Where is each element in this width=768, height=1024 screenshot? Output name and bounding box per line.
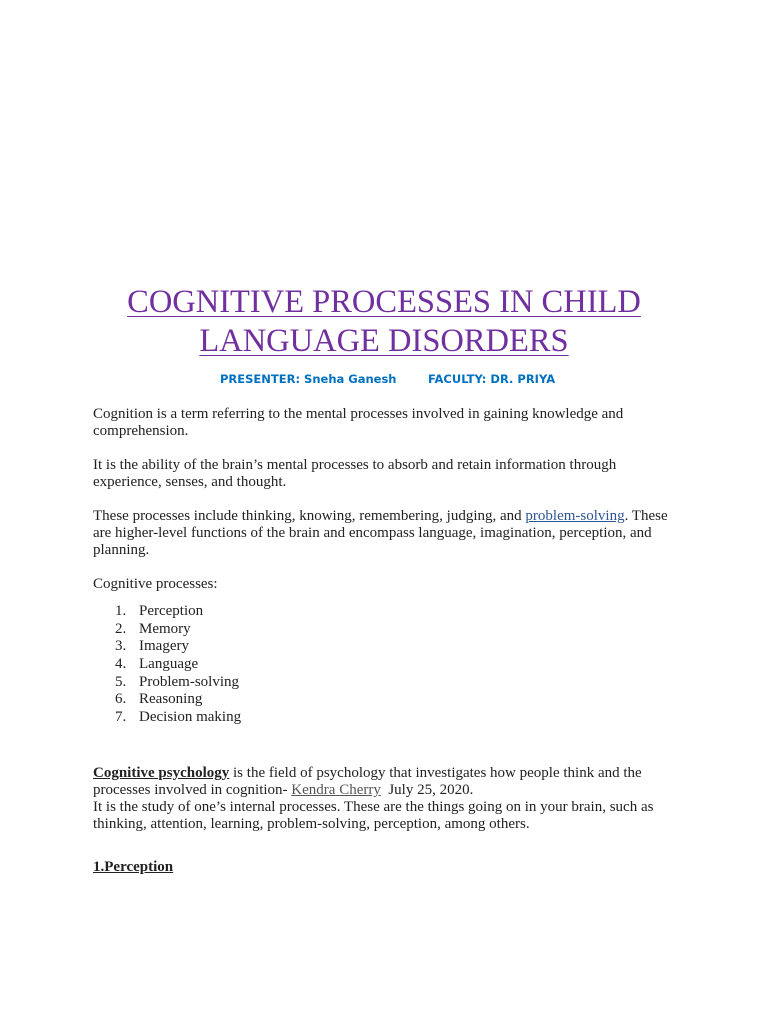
- paragraph-processes: [93, 508, 683, 559]
- list-label: Problem-solving: [139, 673, 239, 690]
- list-label: Reasoning: [139, 691, 203, 708]
- paragraph-ability: It is the ability of the brain’s mental processes to absorb and retain information through experience, senses, and thought.: [93, 457, 617, 490]
- document-title: [60, 283, 708, 361]
- citation-date: July 25, 2020.: [380, 782, 474, 798]
- paragraph-processes-text-a: These processes include thinking, knowing, remembering, judging, and: [93, 508, 526, 524]
- list-label: Language: [139, 656, 199, 673]
- processes-intro: Cognitive processes:: [93, 576, 218, 592]
- cognitive-psychology-term: Cognitive psychology: [93, 765, 230, 781]
- cognitive-psychology-definition: is the field of psychology that investigates how people think and the processes involved in cognition-: [93, 765, 642, 798]
- problem-solving-link[interactable]: problem-solving: [525, 508, 625, 524]
- author-link[interactable]: Kendra Cherry: [291, 782, 381, 798]
- list-number: 6.: [115, 691, 127, 708]
- list-label: Decision making: [139, 709, 242, 726]
- list-number: 3.: [115, 638, 127, 655]
- cognitive-psychology-study: It is the study of one’s internal processes. These are the things going on in your brain, such as thinking, attention, learning, problem-solving, perception, among others.: [93, 799, 654, 832]
- list-label: Memory: [139, 620, 191, 637]
- list-number: 5.: [115, 673, 127, 690]
- section-heading-perception: 1.Perception: [93, 859, 174, 875]
- list-label: Perception: [139, 603, 204, 619]
- paragraph-processes-text-b: . These are higher-level functions of the brain and encompass language, imagination, perception, and planning.: [93, 508, 668, 558]
- presenter-label: PRESENTER: Sneha Ganesh: [220, 372, 397, 386]
- title-line-2: LANGUAGE DISORDERS: [199, 323, 569, 359]
- paragraph-definition: Cognition is a term referring to the mental processes involved in gaining knowledge and comprehension.: [93, 406, 624, 439]
- list-number: 1.: [115, 603, 127, 619]
- list-number: 4.: [115, 656, 127, 673]
- title-line-1: COGNITIVE PROCESSES IN CHILD: [127, 284, 641, 320]
- paragraph-cognitive-psychology: [93, 765, 683, 833]
- list-number: 2.: [115, 620, 127, 637]
- list-number: 7.: [115, 709, 127, 726]
- list-label: Imagery: [139, 638, 189, 655]
- faculty-label: FACULTY: DR. PRIYA: [428, 372, 556, 386]
